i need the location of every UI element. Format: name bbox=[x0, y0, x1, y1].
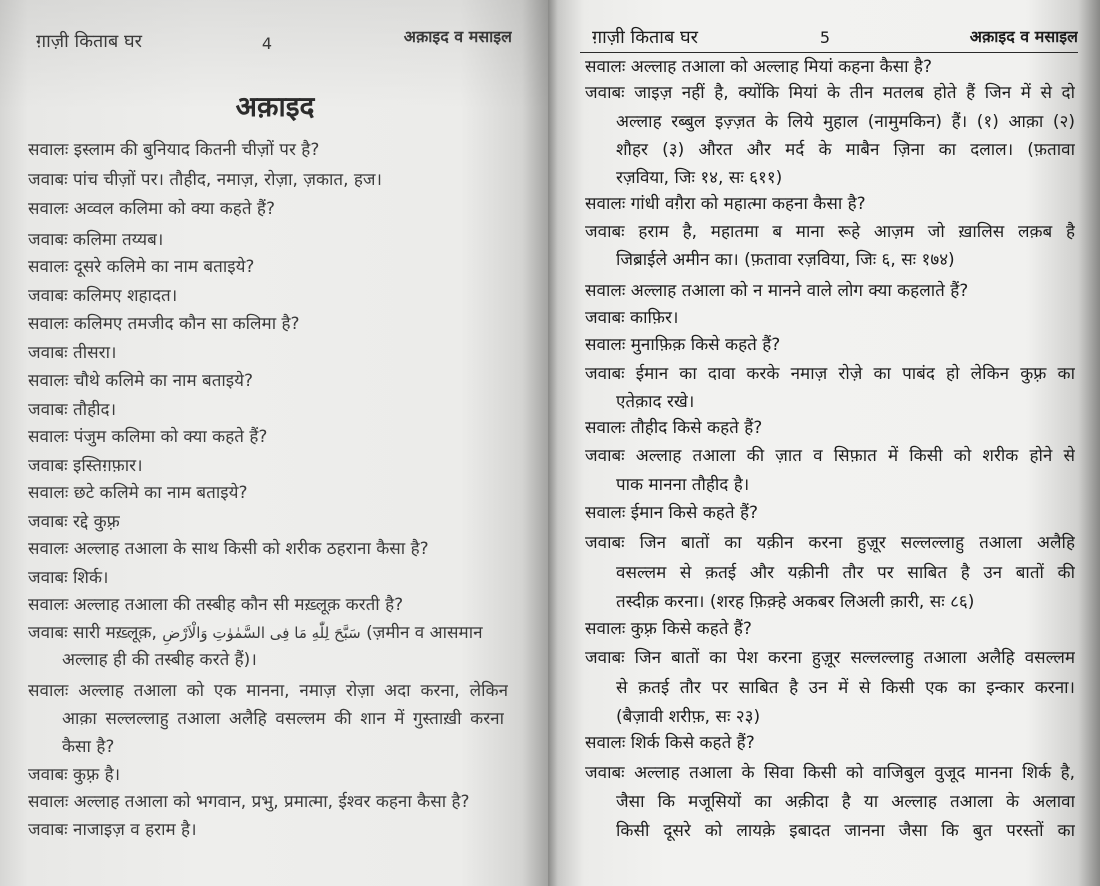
question-label: सवालः bbox=[28, 140, 69, 160]
question-label: सवालः bbox=[28, 681, 69, 701]
section-title: अक़ाइद bbox=[235, 90, 315, 123]
question-text: अल्लाह तआला के साथ किसी को शरीक ठहराना कैसा है? bbox=[73, 539, 429, 559]
answer-continuation: से क़तई तौर पर साबित है उन में से किसी एक का इन्कार करना। bbox=[616, 678, 1075, 698]
question-line bbox=[28, 789, 508, 815]
answer-label: जवाबः bbox=[585, 763, 625, 783]
question-line bbox=[585, 54, 1075, 80]
question-line bbox=[28, 678, 508, 704]
answer-text: नाजाइज़ व हराम है। bbox=[73, 820, 197, 840]
question-text: पंजुम कलिमा को क्या कहते हैं? bbox=[73, 427, 268, 447]
page-left bbox=[0, 0, 548, 886]
question-label: सवालः bbox=[585, 335, 626, 355]
question-line bbox=[585, 616, 1075, 642]
answer-line bbox=[28, 565, 508, 591]
question-label: सवालः bbox=[585, 418, 626, 438]
answer-text: अल्लाह तआला के सिवा किसी को वाजिबुल वुजूद मानना शिर्क है, bbox=[634, 763, 1075, 783]
answer-text: पांच चीज़ों पर। तौहीद, नमाज़, रोज़ा, ज़कात, हज। bbox=[73, 170, 382, 190]
answer-continuation: अल्लाह ही की तस्बीह करते हैं)। bbox=[62, 650, 257, 670]
question-label: सवालः bbox=[28, 483, 69, 503]
answer-line bbox=[28, 762, 508, 788]
answer-line bbox=[585, 80, 1075, 106]
question-line bbox=[585, 332, 1075, 358]
question-text: अल्लाह तआला की तस्बीह कौन सी मख़्लूक़ करती है? bbox=[73, 595, 404, 615]
answer-line bbox=[585, 760, 1075, 786]
question-label: सवालः bbox=[28, 595, 69, 615]
question-label: सवालः bbox=[28, 257, 69, 277]
answer-continuation: शौहर (३) औरत और मर्द के माबैन ज़िना का दलाल। (फ़तावा bbox=[616, 140, 1075, 160]
question-text: अल्लाह तआला को भगवान, प्रभु, प्रमात्मा, ईश्वर कहना कैसा है? bbox=[73, 792, 470, 812]
answer-text: कलिमए शहादत। bbox=[73, 286, 178, 306]
question-continuation: कैसा है? bbox=[62, 737, 115, 757]
question-line bbox=[28, 536, 508, 562]
arabic-verse: سَبَّحَ لِلّٰهِ مَا فِى السَّمٰوٰتِ وَالْاَرْضِ bbox=[162, 624, 361, 642]
question-text: छटे कलिमे का नाम बताइये? bbox=[73, 483, 248, 503]
question-text: अव्वल कलिमा को क्या कहते हैं? bbox=[73, 199, 275, 219]
answer-text: हराम है, महातमा ब माना रूहे आज़म जो ख़ालिस लक़ब है bbox=[638, 222, 1075, 242]
answer-label: जवाबः bbox=[28, 512, 68, 532]
answer-label: जवाबः bbox=[585, 446, 625, 466]
answer-label: जवाबः bbox=[28, 170, 68, 190]
answer-label: जवाबः bbox=[585, 364, 625, 384]
question-text: अल्लाह तआला को एक मानना, नमाज़ रोज़ा अदा करना, लेकिन bbox=[78, 681, 508, 701]
answer-text: रद्दे कुफ़्र bbox=[73, 512, 120, 532]
publisher-name: ग़ाज़ी किताब घर bbox=[36, 31, 142, 52]
question-line bbox=[28, 480, 508, 506]
answer-continuation: रज़विया, जिः १४, सः ६११) bbox=[616, 168, 783, 188]
book-title: अक़ाइद व मसाइल bbox=[969, 27, 1078, 46]
answer-continuation: किसी दूसरे को लायक़े इबादत जानना जैसा कि बुत परस्तों का bbox=[616, 821, 1075, 841]
answer-label: जवाबः bbox=[28, 820, 68, 840]
answer-text: (ज़मीन व आसमान bbox=[366, 623, 483, 643]
question-label: सवालः bbox=[585, 619, 626, 639]
answer-continuation: वसल्लम से क़तई और यक़ीनी तौर पर साबित है उन बातों की bbox=[616, 563, 1075, 583]
answer-label: जवाबः bbox=[585, 648, 625, 668]
question-text: इस्लाम की बुनियाद कितनी चीज़ों पर है? bbox=[73, 140, 320, 160]
answer-continuation: जिब्राईले अमीन का। (फ़तावा रज़विया, जिः ६, सः १७४) bbox=[616, 250, 955, 270]
question-label: सवालः bbox=[585, 281, 626, 301]
answer-text: तीसरा। bbox=[73, 343, 117, 363]
answer-label: जवाबः bbox=[28, 765, 68, 785]
answer-label: जवाबः bbox=[28, 400, 68, 420]
page-right bbox=[548, 0, 1100, 886]
question-line bbox=[28, 424, 508, 450]
question-text: तौहीद किसे कहते हैं? bbox=[630, 418, 763, 438]
question-text: कुफ़्र किसे कहते हैं? bbox=[630, 619, 752, 639]
question-label: सवालः bbox=[28, 539, 69, 559]
question-label: सवालः bbox=[28, 371, 69, 391]
question-line bbox=[28, 196, 508, 222]
answer-line bbox=[28, 509, 508, 535]
answer-text: कुफ़्र है। bbox=[73, 765, 121, 785]
answer-line bbox=[28, 397, 508, 423]
answer-label: जवाबः bbox=[585, 222, 625, 242]
answer-line bbox=[585, 645, 1075, 671]
answer-continuation: तस्दीक़ करना। (शरह फ़िक़्हे अकबर लिअली क़ारी, सः ८६) bbox=[616, 592, 975, 612]
question-line bbox=[28, 592, 508, 618]
answer-line bbox=[585, 305, 1075, 331]
question-label: सवालः bbox=[28, 427, 69, 447]
answer-label: जवाबः bbox=[585, 308, 625, 328]
answer-line bbox=[28, 453, 508, 479]
answer-label: जवाबः bbox=[28, 456, 68, 476]
answer-continuation: पाक मानना तौहीद है। bbox=[616, 475, 750, 495]
answer-label: जवाबः bbox=[28, 568, 68, 588]
publisher-name: ग़ाज़ी किताब घर bbox=[592, 27, 698, 48]
answer-text: तौहीद। bbox=[73, 400, 117, 420]
answer-line bbox=[585, 530, 1075, 556]
answer-label: जवाबः bbox=[28, 343, 68, 363]
question-text: दूसरे कलिमे का नाम बताइये? bbox=[73, 257, 255, 277]
question-line bbox=[28, 137, 508, 163]
question-line bbox=[585, 415, 1075, 441]
question-text: चौथे कलिमे का नाम बताइये? bbox=[73, 371, 254, 391]
question-continuation: आक़ा सल्लल्लाहु तआला अलैहि वसल्लम की शान में गुस्ताख़ी करना bbox=[62, 709, 504, 729]
answer-text: अल्लाह तआला की ज़ात व सिफ़ात में किसी को शरीक होने से bbox=[635, 446, 1075, 466]
answer-label: जवाबः bbox=[28, 286, 68, 306]
question-line bbox=[585, 278, 1075, 304]
answer-line bbox=[585, 361, 1075, 387]
question-line bbox=[585, 500, 1075, 526]
question-label: सवालः bbox=[585, 57, 626, 77]
question-line bbox=[28, 254, 508, 280]
answer-line bbox=[28, 620, 508, 646]
answer-line bbox=[28, 227, 508, 253]
page-number: 5 bbox=[819, 28, 831, 47]
question-text: मुनाफ़िक़ किसे कहते हैं? bbox=[630, 335, 781, 355]
answer-continuation: (बैज़ावी शरीफ़, सः २३) bbox=[616, 707, 761, 727]
answer-line bbox=[28, 167, 508, 193]
question-label: सवालः bbox=[585, 503, 626, 523]
answer-line bbox=[585, 219, 1075, 245]
answer-text: जिन बातों का पेश करना हुज़ूर सल्लल्लाहु तआला अलैहि वसल्लम bbox=[634, 648, 1075, 668]
answer-label: जवाबः bbox=[585, 83, 625, 103]
answer-line bbox=[28, 340, 508, 366]
question-label: सवालः bbox=[28, 792, 69, 812]
question-line bbox=[585, 191, 1075, 217]
answer-text: सारी मख़्लूक़, bbox=[73, 623, 157, 643]
answer-text: कलिमा तय्यब। bbox=[73, 230, 164, 250]
answer-line bbox=[28, 283, 508, 309]
answer-text: काफ़िर। bbox=[630, 308, 679, 328]
question-label: सवालः bbox=[585, 194, 626, 214]
answer-label: जवाबः bbox=[28, 623, 68, 643]
answer-line bbox=[28, 817, 508, 843]
answer-line bbox=[585, 443, 1075, 469]
question-text: ईमान किसे कहते हैं? bbox=[630, 503, 759, 523]
answer-text: जाइज़ नहीं है, क्योंकि मियां के तीन मतलब होते हैं जिन में से दो bbox=[634, 83, 1075, 103]
answer-label: जवाबः bbox=[585, 533, 625, 553]
answer-continuation: एतेक़ाद रखे। bbox=[616, 392, 695, 412]
answer-continuation: अल्लाह रब्बुल इज़्ज़त के लिये मुहाल (नामुमकिन) हैं। (१) आक़ा (२) bbox=[616, 112, 1075, 132]
answer-text: इस्तिग़फ़ार। bbox=[73, 456, 143, 476]
answer-label: जवाबः bbox=[28, 230, 68, 250]
question-text: अल्लाह तआला को न मानने वाले लोग क्या कहलाते हैं? bbox=[630, 281, 969, 301]
book-title: अक़ाइद व मसाइल bbox=[403, 27, 512, 46]
question-text: गांधी वग़ैरा को महात्मा कहना कैसा है? bbox=[630, 194, 866, 214]
question-text: कलिमए तमजीद कौन सा कलिमा है? bbox=[73, 314, 300, 334]
question-line bbox=[28, 311, 508, 337]
question-line bbox=[28, 368, 508, 394]
question-text: अल्लाह तआला को अल्लाह मियां कहना कैसा है? bbox=[630, 57, 932, 77]
question-line bbox=[585, 730, 1075, 756]
question-label: सवालः bbox=[585, 733, 626, 753]
page-number: 4 bbox=[261, 34, 273, 53]
answer-text: ईमान का दावा करके नमाज़ रोज़े का पाबंद हो लेकिन कुफ़्र का bbox=[635, 364, 1075, 384]
question-label: सवालः bbox=[28, 199, 69, 219]
answer-text: शिर्क। bbox=[73, 568, 109, 588]
answer-continuation: जैसा कि मजूसियों का अक़ीदा है या अल्लाह तआला के अलावा bbox=[616, 792, 1075, 812]
question-text: शिर्क किसे कहते हैं? bbox=[630, 733, 755, 753]
header-rule bbox=[580, 52, 1078, 53]
question-label: सवालः bbox=[28, 314, 69, 334]
answer-text: जिन बातों का यक़ीन करना हुज़ूर सल्लल्लाहु तआला अलैहि bbox=[639, 533, 1075, 553]
